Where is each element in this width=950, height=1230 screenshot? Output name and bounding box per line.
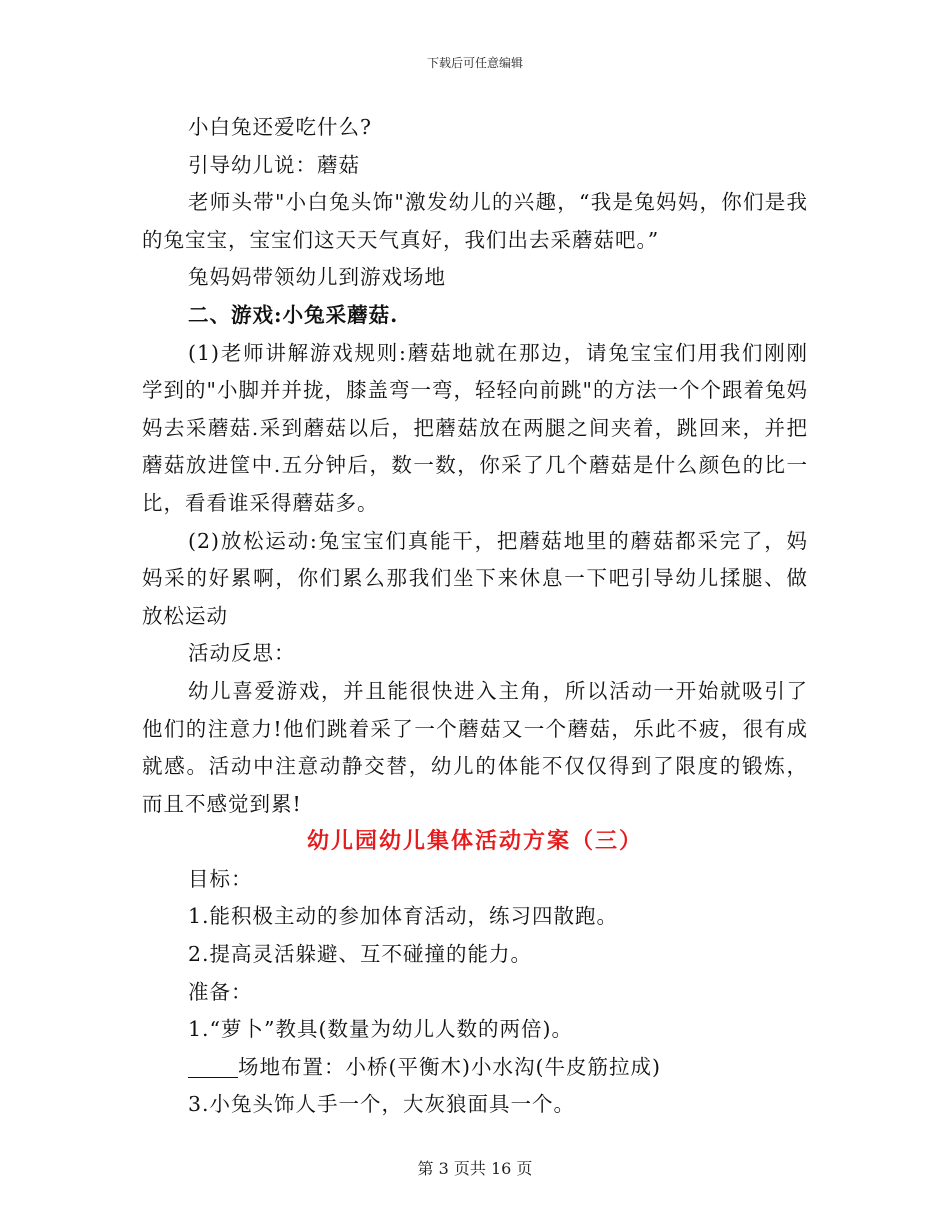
paragraph-game-rules: (1)老师讲解游戏规则:蘑菇地就在那边，请兔宝宝们用我们刚刚学到的"小脚并并拢，膝盖弯一弯，轻轻向前跳"的方法一个个跟着兔妈妈去采蘑菇.采到蘑菇以后，把蘑菇放在两腿之间夹着，跳回来，并把蘑菇放进筐中.五分钟后，数一数，你采了几个蘑菇是什么颜色的比一比，看看谁采得蘑菇多。: [142, 340, 808, 515]
page-header: 下载后可任意编辑: [426, 56, 523, 70]
paragraph-question: 小白兔还爱吃什么?: [188, 115, 372, 139]
paragraph-teacher-intro: 老师头带"小白兔头饰"激发幼儿的兴趣，“我是兔妈妈，你们是我的兔宝宝，宝宝们这天天气真好，我们出去采蘑菇吧。”: [142, 190, 808, 252]
prep-label: 准备：: [188, 979, 253, 1004]
prep-item-3: 3.小兔头饰人手一个，大灰狼面具一个。: [188, 1092, 576, 1117]
prep-item-1: 1.“萝卜”教具(数量为幼儿人数的两倍)。: [188, 1017, 574, 1042]
goal-item-2: 2.提高灵活躲避、互不碰撞的能力。: [188, 942, 533, 967]
paragraph-guide: 引导幼儿说：蘑菇: [188, 152, 360, 177]
page-footer: 第 3 页共 16 页: [417, 1159, 533, 1178]
blank-underline: [188, 1057, 238, 1078]
prep-item-2: [142, 1049, 808, 1087]
paragraph-reflection-label: 活动反思：: [188, 641, 296, 666]
document-body: [142, 109, 808, 1124]
heading-game: 二、游戏:小兔采蘑菇.: [188, 302, 399, 327]
prep-item-2-text: 场地布置：小桥(平衡木)小水沟(牛皮筋拉成): [238, 1054, 661, 1079]
paragraph-lead-to-field: 兔妈妈带领幼儿到游戏场地: [188, 265, 446, 290]
paragraph-relax: (2)放松运动:兔宝宝们真能干，把蘑菇地里的蘑菇都采完了，妈妈采的好累啊，你们累么那我们坐下来休息一下吧引导幼儿揉腿、做放松运动: [142, 528, 808, 628]
paragraph-reflection: 幼儿喜爱游戏，并且能很快进入主角，所以活动一开始就吸引了他们的注意力!他们跳着采了一个蘑菇又一个蘑菇，乐此不疲，很有成就感。活动中注意动静交替，幼儿的体能不仅仅得到了限度的锻炼，而且不感觉到累!: [142, 678, 808, 816]
section-title: 幼儿园幼儿集体活动方案（三）: [306, 828, 643, 855]
goal-item-1: 1.能积极主动的参加体育活动，练习四散跑。: [188, 904, 619, 929]
goal-label: 目标：: [188, 866, 253, 891]
